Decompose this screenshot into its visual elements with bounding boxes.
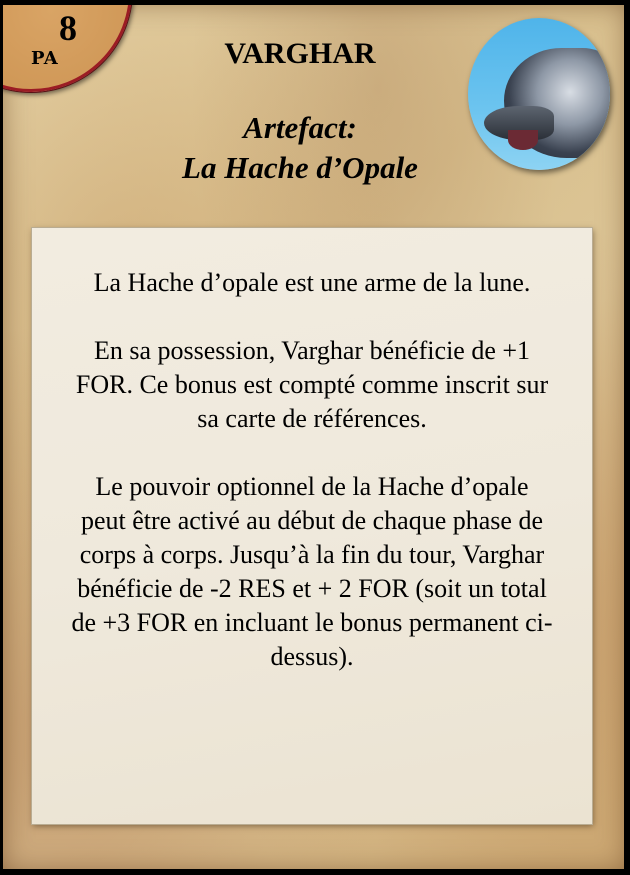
rules-text-panel: [32, 228, 592, 824]
action-point-cost-badge: [0, 0, 132, 92]
cost-label: PA: [31, 48, 59, 69]
character-portrait: [468, 18, 610, 170]
card-subtitle: [120, 108, 480, 188]
rules-paragraph: Le pouvoir optionnel de la Hache d’opale peut être activé au début de chaque phase de corps à corps. Jusqu’à la fin du tour, Varghar bénéficie de -2 RES et + 2 FOR (soit un total de +3 FOR en incluant le bonus permanent ci-dessus).: [71, 472, 553, 671]
rules-paragraph: En sa possession, Varghar bénéficie de +1 FOR. Ce bonus est compté comme inscrit sur sa carte de références.: [75, 336, 549, 433]
rules-paragraph: La Hache d’opale est une arme de la lune.: [93, 268, 531, 297]
wolf-mouth-illustration: [508, 130, 538, 150]
rules-text: [70, 266, 554, 708]
subtitle-type: Artefact:: [243, 110, 357, 145]
character-name: VARGHAR: [224, 37, 376, 70]
subtitle-artefact-name: La Hache d’Opale: [182, 150, 418, 185]
cost-value: 8: [59, 8, 77, 48]
